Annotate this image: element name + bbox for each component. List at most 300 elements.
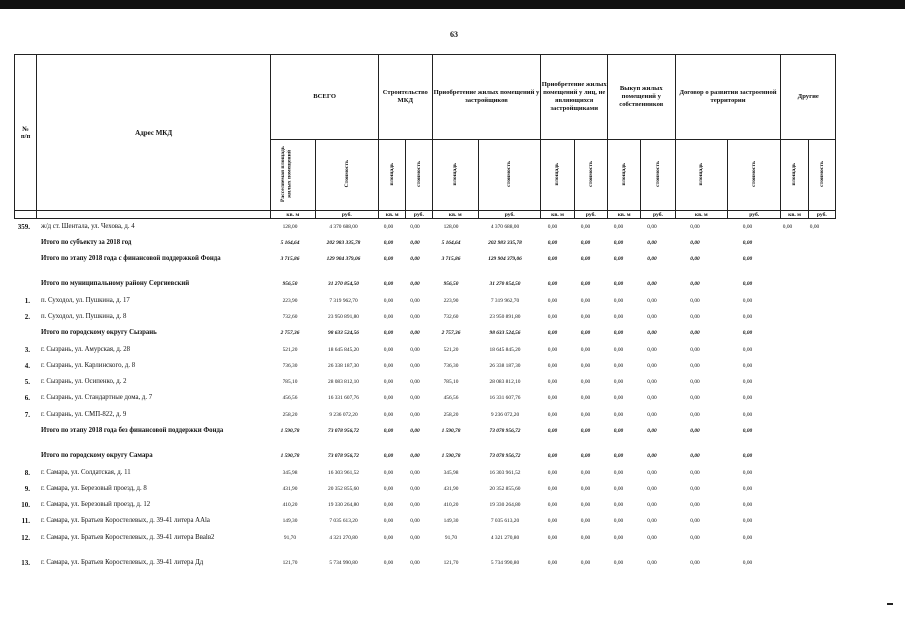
row-value: 0,00 [690,379,700,385]
group-other: Другие [781,55,836,140]
row-value: 73 078 956,72 [489,428,521,434]
unit-area: кв. м [541,211,574,219]
scan-mark [887,603,893,605]
row-value: 223,90 [282,298,298,304]
row-value: 7 319 962,70 [490,298,520,304]
row-value: 0,00 [647,486,657,492]
row-value: 0,00 [383,330,394,336]
row-value: 0,00 [547,224,558,230]
row-value: 0,00 [742,560,753,566]
row-value: 5 734 990,80 [490,560,520,566]
row-value: 0,00 [647,281,657,287]
row-value: 0,00 [613,347,624,353]
row-value: 0,00 [647,298,657,304]
row-value: 0,00 [613,502,624,508]
row-value: 736,30 [443,363,459,369]
row-value: 0,00 [742,428,753,434]
unit-area: кв. м [675,211,727,219]
row-value: 98 633 524,56 [328,330,359,336]
row-value: 0,00 [580,412,591,418]
row-value: 0,00 [383,560,394,566]
row-value: 0,00 [547,256,558,262]
row-value: 0,00 [647,363,657,369]
row-value: 0,00 [580,224,591,230]
row-value: 0,00 [580,256,591,262]
sub-area: площадь [608,140,641,211]
row-value: 91,70 [444,535,458,541]
sub-cost: стоимость [808,140,835,211]
sub-cost: стоимость [478,140,541,211]
row-address: г. Сызрань, ул. СМП-822, д. 9 [41,411,127,418]
row-value: 0,00 [742,395,753,401]
header-address: Адрес МКД [37,55,271,211]
row-number: 9. [24,485,30,493]
row-value: 0,00 [742,412,753,418]
sub-total-cost: Стоимость [315,140,379,211]
row-value: 0,00 [690,256,700,262]
row-value: 0,00 [547,240,558,246]
row-value: 121,70 [443,560,459,566]
row-value: 3 715,86 [280,256,300,262]
row-value: 18 645 845,20 [489,347,521,353]
row-value: 0,00 [547,560,558,566]
row-value: 0,00 [647,428,657,434]
row-value: 0,00 [613,314,624,320]
sub-cost: стоимость [641,140,675,211]
unit-cost: руб. [478,211,541,219]
row-value: 0,00 [647,314,657,320]
row-value: 0,00 [647,453,657,459]
row-value: 0,00 [613,379,624,385]
row-number: 4. [24,362,30,370]
row-value: 0,00 [383,428,394,434]
row-value: 0,00 [410,256,420,262]
row-value: 0,00 [547,412,558,418]
row-value: 28 083 812,10 [489,379,521,385]
row-number: 359. [17,223,30,231]
row-value: 431,90 [282,486,298,492]
row-value: 0,00 [690,347,700,353]
row-value: 0,00 [647,502,657,508]
row-address: г. Самара, ул. Братьев Коростелевых, д. 39-41 литера Ввalв2 [41,534,215,541]
row-value: 0,00 [383,256,394,262]
row-value: 0,00 [383,298,394,304]
row-address: г. Самара, ул. Березовый проезд, д. 8 [41,485,147,492]
row-value: 0,00 [580,347,591,353]
header-table [14,54,836,219]
row-value: 0,00 [410,314,420,320]
row-address: Итого по городскому округу Самара [41,452,153,459]
row-value: 0,00 [647,535,657,541]
row-value: 0,00 [410,560,420,566]
row-value: 0,00 [690,314,700,320]
sub-total-area: Расселяемая площадь жилых помещений [271,140,315,211]
row-number: 6. [24,394,30,402]
row-value: 0,00 [690,330,700,336]
row-value: 202 983 335,78 [488,240,522,246]
row-value: 732,60 [282,314,298,320]
row-value: 31 270 854,50 [328,281,359,287]
row-address: г. Сызрань, ул. Стандартные дома, д. 7 [41,394,153,401]
row-value: 7 319 962,70 [329,298,358,304]
row-value: 0,00 [742,330,753,336]
row-value: 1 590,78 [441,428,461,434]
row-value: 0,00 [742,486,753,492]
row-address: Итого по этапу 2018 года с финансовой поддержкой Фонда [41,255,221,262]
row-value: 0,00 [647,224,657,230]
row-value: 23 950 891,80 [489,314,521,320]
row-number: 8. [24,469,30,477]
row-value: 0,00 [580,486,591,492]
row-value: 0,00 [690,502,700,508]
row-value: 0,00 [647,240,657,246]
row-value: 0,00 [742,256,753,262]
row-value: 0,00 [580,395,591,401]
row-value: 0,00 [613,560,624,566]
unit-cost: руб. [641,211,675,219]
row-value: 5 164,64 [280,240,300,246]
row-value: 732,60 [443,314,459,320]
row-address: г. Самара, ул. Березовый проезд, д. 12 [41,501,151,508]
row-number: 11. [21,517,30,525]
row-value: 0,00 [690,518,700,524]
row-value: 5 734 990,80 [329,560,358,566]
row-value: 0,00 [613,330,624,336]
row-value: 0,00 [383,470,394,476]
row-value: 0,00 [690,240,700,246]
row-value: 0,00 [690,395,700,401]
row-value: 149,30 [282,518,298,524]
row-value: 0,00 [647,412,657,418]
row-value: 431,90 [443,486,459,492]
row-number: 2. [24,313,30,321]
row-value: 73 078 956,72 [328,453,359,459]
row-value: 0,00 [383,535,394,541]
row-value: 0,00 [742,224,753,230]
row-value: 0,00 [383,363,394,369]
row-value: 0,00 [410,453,420,459]
row-value: 0,00 [647,518,657,524]
row-value: 4 321 270,80 [490,535,520,541]
row-value: 0,00 [580,363,591,369]
row-value: 18 645 845,20 [328,347,359,353]
row-value: 0,00 [547,330,558,336]
unit-area: кв. м [379,211,406,219]
row-value: 521,20 [282,347,298,353]
row-value: 0,00 [547,486,558,492]
row-value: 5 164,64 [441,240,461,246]
header-num: № п/п [15,55,37,211]
row-value: 2 757,36 [441,330,461,336]
row-value: 0,00 [613,298,624,304]
row-value: 0,00 [410,224,420,230]
row-number: 13. [21,559,30,567]
sub-area: площадь [379,140,406,211]
row-value: 0,00 [742,518,753,524]
row-value: 2 757,36 [280,330,300,336]
row-value: 0,00 [383,518,394,524]
row-value: 0,00 [690,428,700,434]
row-value: 0,00 [742,470,753,476]
row-value: 0,00 [613,363,624,369]
row-value: 31 270 854,50 [489,281,521,287]
row-value: 16 303 961,52 [328,470,359,476]
row-value: 345,98 [282,470,298,476]
row-value: 0,00 [613,470,624,476]
row-value: 0,00 [613,224,624,230]
row-value: 4 370 688,00 [490,224,520,230]
row-value: 956,50 [282,281,298,287]
row-value: 0,00 [410,486,420,492]
group-dev-contract: Договор о развитии застроенной территории [675,55,781,140]
row-value: 0,00 [383,379,394,385]
unit-cost: руб. [315,211,379,219]
row-value: 0,00 [383,412,394,418]
row-value: 0,00 [647,395,657,401]
row-value: 0,00 [690,281,700,287]
row-value: 0,00 [690,224,700,230]
row-value: 0,00 [410,470,420,476]
row-value: 0,00 [647,330,657,336]
row-number: 1. [24,297,30,305]
row-value: 0,00 [547,428,558,434]
row-value: 0,00 [690,535,700,541]
row-address: г. Самара, ул. Братьев Коростелевых, д. 39-41 литера ААlа [41,517,210,524]
page-number: 63 [450,30,458,39]
row-value: 0,00 [383,453,394,459]
row-value: 202 983 335,78 [326,240,361,246]
row-address: г. Самара, ул. Солдатская, д. 11 [41,469,131,476]
row-value: 0,00 [547,518,558,524]
row-value: 956,50 [443,281,459,287]
row-value: 0,00 [580,281,591,287]
unit-cost: руб. [728,211,781,219]
sub-cost: стоимость [728,140,781,211]
row-value: 16 331 607,76 [489,395,521,401]
row-value: 410,20 [443,502,459,508]
sub-area: площадь [781,140,808,211]
row-address: Итого по городскому округу Сызрань [41,329,157,336]
row-value: 0,00 [580,240,591,246]
row-value: 0,00 [410,502,420,508]
row-value: 0,00 [547,298,558,304]
row-value: 0,00 [613,281,624,287]
row-value: 19 330 264,80 [328,502,359,508]
row-value: 16 303 961,52 [489,470,521,476]
row-value: 0,00 [547,502,558,508]
row-value: 0,00 [580,379,591,385]
row-value: 0,00 [580,560,591,566]
row-value: 456,56 [282,395,298,401]
row-value: 0,00 [547,535,558,541]
scan-top-border [0,0,905,9]
group-acq-nondev: Приобретение жилых помещений у лиц, не являющихся застройщиками [541,55,608,140]
row-number: 10. [21,501,30,509]
row-number: 3. [24,346,30,354]
row-value: 129 904 379,06 [488,256,522,262]
row-value: 0,00 [410,281,420,287]
row-value: 0,00 [647,347,657,353]
row-value: 0,00 [742,347,753,353]
row-value: 0,00 [383,395,394,401]
row-value: 0,00 [547,363,558,369]
row-value: 0,00 [410,518,420,524]
row-value: 0,00 [690,298,700,304]
row-value: 73 078 956,72 [489,453,521,459]
row-value: 0,00 [742,240,753,246]
unit-cost: руб. [406,211,432,219]
row-value: 26 338 187,30 [489,363,521,369]
sub-cost: стоимость [574,140,607,211]
row-value: 0,00 [690,412,700,418]
row-value: 0,00 [742,502,753,508]
row-value: 0,00 [613,240,624,246]
row-value: 0,00 [580,518,591,524]
row-number: 12. [21,534,30,542]
row-value: 1 590,78 [280,428,300,434]
row-value: 0,00 [580,330,591,336]
row-value: 0,00 [383,314,394,320]
row-value: 0,00 [410,412,420,418]
group-build: Строительство МКД [379,55,432,140]
row-value: 0,00 [410,428,420,434]
row-value: 9 236 072,20 [329,412,358,418]
row-value: 0,00 [613,395,624,401]
row-value: 0,00 [613,518,624,524]
row-value: 0,00 [383,502,394,508]
row-value: 0,00 [613,453,624,459]
row-value: 456,56 [443,395,459,401]
row-value: 0,00 [410,379,420,385]
row-value: 0,00 [410,535,420,541]
row-value: 7 035 613,20 [329,518,358,524]
row-value: 0,00 [410,395,420,401]
row-value: 223,90 [443,298,459,304]
row-number: 7. [24,411,30,419]
row-value: 20 352 855,60 [328,486,359,492]
row-value: 0,00 [580,298,591,304]
row-value: 785,10 [443,379,459,385]
row-value: 91,70 [283,535,297,541]
row-address: п. Суходол, ул. Пушкина, д. 8 [41,313,127,320]
row-value: 0,00 [547,281,558,287]
row-value: 0,00 [690,470,700,476]
row-value: 0,00 [383,347,394,353]
row-value: 3 715,86 [441,256,461,262]
row-value: 0,00 [742,281,753,287]
row-value: 73 078 956,72 [328,428,359,434]
row-value: 0,00 [383,281,394,287]
row-value: 0,00 [547,379,558,385]
row-value: 345,98 [443,470,459,476]
row-value: 0,00 [383,224,394,230]
row-value: 1 590,78 [441,453,461,459]
row-value: 0,00 [547,347,558,353]
row-address: Итого по субъекту за 2018 год [41,239,132,246]
units-num [15,211,37,219]
row-value: 23 950 891,80 [328,314,359,320]
row-value: 0,00 [547,453,558,459]
unit-area: кв. м [432,211,478,219]
unit-cost: руб. [808,211,835,219]
row-value: 0,00 [383,486,394,492]
row-value: 0,00 [580,314,591,320]
row-value: 0,00 [690,453,700,459]
row-value: 20 352 855,60 [489,486,521,492]
row-number: 5. [24,378,30,386]
row-value: 9 236 072,20 [490,412,520,418]
group-buyout: Выкуп жилых помещений у собственников [608,55,676,140]
row-value: 0,00 [690,363,700,369]
row-value: 1 590,78 [280,453,300,459]
row-value: 0,00 [580,428,591,434]
row-value: 0,00 [809,224,820,230]
row-address: г. Сызрань, ул. Амурская, д. 28 [41,346,131,353]
row-value: 410,20 [282,502,298,508]
row-value: 736,30 [282,363,298,369]
row-address: г. Сызрань, ул. Осипенко, д. 2 [41,378,127,385]
row-value: 128,00 [282,224,298,230]
row-value: 0,00 [410,240,420,246]
units-address [37,211,271,219]
row-value: 19 330 264,80 [489,502,521,508]
row-value: 0,00 [647,560,657,566]
row-value: 0,00 [690,486,700,492]
unit-area: кв. м [781,211,808,219]
row-value: 0,00 [742,535,753,541]
row-value: 0,00 [410,298,420,304]
row-address: Итого по этапу 2018 года без финансовой поддержки Фонда [41,427,224,434]
row-value: 0,00 [613,486,624,492]
row-value: 0,00 [613,535,624,541]
row-value: 0,00 [613,428,624,434]
row-value: 4 321 270,80 [329,535,358,541]
row-value: 0,00 [742,363,753,369]
row-value: 0,00 [647,470,657,476]
row-value: 785,10 [282,379,298,385]
row-value: 0,00 [580,502,591,508]
row-value: 26 338 187,30 [328,363,359,369]
row-value: 0,00 [383,240,394,246]
group-acq-dev: Приобретение жилых помещений у застройщиков [432,55,541,140]
row-value: 98 633 524,56 [489,330,521,336]
row-value: 121,70 [282,560,298,566]
sub-area: площадь [541,140,574,211]
group-total: ВСЕГО [271,55,379,140]
row-value: 16 331 607,76 [328,395,359,401]
row-address: г. Сызрань, ул. Карлинского, д. 8 [41,362,136,369]
row-value: 0,00 [580,453,591,459]
row-value: 521,20 [443,347,459,353]
row-value: 0,00 [613,412,624,418]
row-value: 4 370 688,00 [329,224,358,230]
sub-area: площадь [432,140,478,211]
row-value: 28 083 812,10 [328,379,359,385]
row-value: 0,00 [742,314,753,320]
row-address: п. Суходол, ул. Пушкина, д. 17 [41,297,130,304]
unit-area: кв. м [608,211,641,219]
row-value: 0,00 [547,395,558,401]
row-value: 128,00 [443,224,459,230]
row-address: ж/д ст. Шентала, ул. Чехова, д. 4 [41,223,135,230]
row-value: 0,00 [742,379,753,385]
sub-area: площадь [675,140,727,211]
row-value: 0,00 [580,470,591,476]
row-value: 0,00 [742,298,753,304]
row-value: 0,00 [647,256,657,262]
row-value: 258,20 [282,412,298,418]
row-value: 0,00 [613,256,624,262]
